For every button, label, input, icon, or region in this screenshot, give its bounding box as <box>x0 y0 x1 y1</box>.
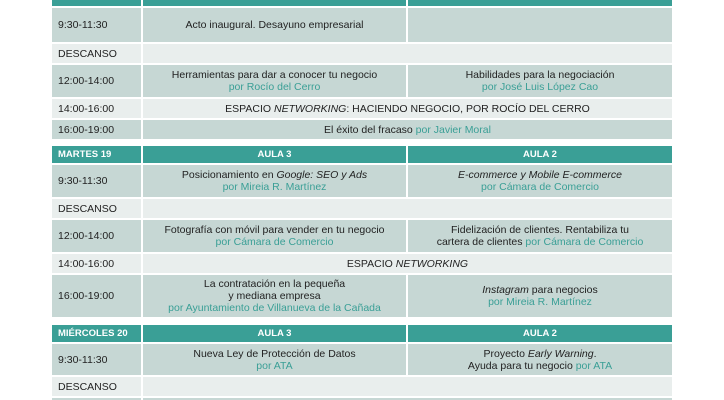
schedule-row <box>52 165 672 197</box>
aula-label: AULA 3 <box>143 146 406 163</box>
session-cell <box>143 8 406 42</box>
aula-label: AULA 2 <box>408 325 672 342</box>
day-label: MIÉRCOLES 20 <box>52 325 141 342</box>
time-cell: 12:00-14:00 <box>52 65 141 97</box>
session-cell <box>143 220 406 252</box>
session-speaker: por Ayuntamiento de Villanueva de la Cañada <box>168 302 381 314</box>
session-title: El éxito del fracaso por Javier Moral <box>324 123 491 136</box>
session-title: E-commerce y Mobile E-commerce <box>458 169 622 181</box>
session-speaker: por Mireia R. Martínez <box>222 181 327 193</box>
schedule-row <box>52 65 672 97</box>
session-title: Habilidades para la negociación <box>465 69 615 81</box>
day-header <box>52 146 672 163</box>
schedule-row <box>52 275 672 317</box>
session-title: Nueva Ley de Protección de Datos <box>193 347 356 360</box>
break-label: DESCANSO <box>52 377 141 396</box>
session-speaker: por Rocío del Cerro <box>228 81 321 93</box>
session-cell <box>143 165 406 197</box>
session-cell <box>143 254 672 273</box>
session-cell <box>408 65 672 97</box>
session-cell <box>143 344 406 375</box>
break-row <box>52 377 672 396</box>
session-title: Herramientas para dar a conocer tu negocio <box>171 69 378 81</box>
day-header <box>52 325 672 342</box>
schedule-row <box>52 344 672 375</box>
session-title-line2: y mediana empresa <box>228 290 321 302</box>
time-cell: 12:00-14:00 <box>52 220 141 252</box>
schedule-row <box>52 254 672 273</box>
session-speaker: por Mireia R. Martínez <box>488 296 592 308</box>
session-title: La contratación en la pequeña <box>203 278 346 290</box>
aula-label: AULA 3 <box>143 325 406 342</box>
session-cell <box>408 344 672 375</box>
day1-header-strip <box>52 0 672 6</box>
session-cell <box>143 275 406 317</box>
session-title: Proyecto Early Warning. <box>483 347 597 360</box>
session-cell <box>143 65 406 97</box>
session-title: Instagram para negocios <box>482 284 598 296</box>
session-title: Posicionamiento en Google: SEO y Ads <box>181 169 368 181</box>
break-label: DESCANSO <box>52 44 141 63</box>
session-cell <box>408 165 672 197</box>
session-title: Acto inaugural. Desayuno empresarial <box>185 19 364 31</box>
aula-label: AULA 2 <box>408 146 672 163</box>
session-speaker: por José Luis López Cao <box>481 81 599 93</box>
session-title: Fotografía con móvil para vender en tu negocio <box>164 224 385 236</box>
schedule-row <box>52 99 672 118</box>
break-row <box>52 199 672 218</box>
session-speaker: por Cámara de Comercio <box>215 236 334 248</box>
session-cell <box>408 220 672 252</box>
time-cell: 14:00-16:00 <box>52 99 141 118</box>
session-cell <box>143 99 672 118</box>
time-cell: 9:30-11:30 <box>52 165 141 197</box>
time-cell: 9:30-11:30 <box>52 8 141 42</box>
time-cell: 16:00-19:00 <box>52 275 141 317</box>
session-speaker: por ATA <box>575 359 613 372</box>
time-cell: 16:00-19:00 <box>52 120 141 139</box>
session-title-line2: Ayuda para tu negocio por ATA <box>467 359 613 372</box>
session-title-line2: cartera de clientes por Cámara de Comercio <box>436 236 644 248</box>
time-cell: 14:00-16:00 <box>52 254 141 273</box>
session-cell <box>143 120 672 139</box>
session-cell <box>408 275 672 317</box>
schedule-row <box>52 8 672 42</box>
schedule-row <box>52 120 672 139</box>
session-speaker: por ATA <box>256 359 293 372</box>
break-row <box>52 44 672 63</box>
session-title: ESPACIO NETWORKING: HACIENDO NEGOCIO, POR ROCÍO DEL CERRO <box>225 102 590 115</box>
session-cell-empty <box>408 8 672 42</box>
session-title: ESPACIO NETWORKING <box>346 257 469 270</box>
session-speaker: por Cámara de Comercio <box>481 181 599 193</box>
session-speaker: por Cámara de Comercio <box>525 236 644 248</box>
day-label: MARTES 19 <box>52 146 141 163</box>
schedule-row <box>52 220 672 252</box>
break-label: DESCANSO <box>52 199 141 218</box>
time-cell: 9:30-11:30 <box>52 344 141 375</box>
session-speaker: por Javier Moral <box>415 123 491 136</box>
session-title: Fidelización de clientes. Rentabiliza tu <box>450 224 629 236</box>
